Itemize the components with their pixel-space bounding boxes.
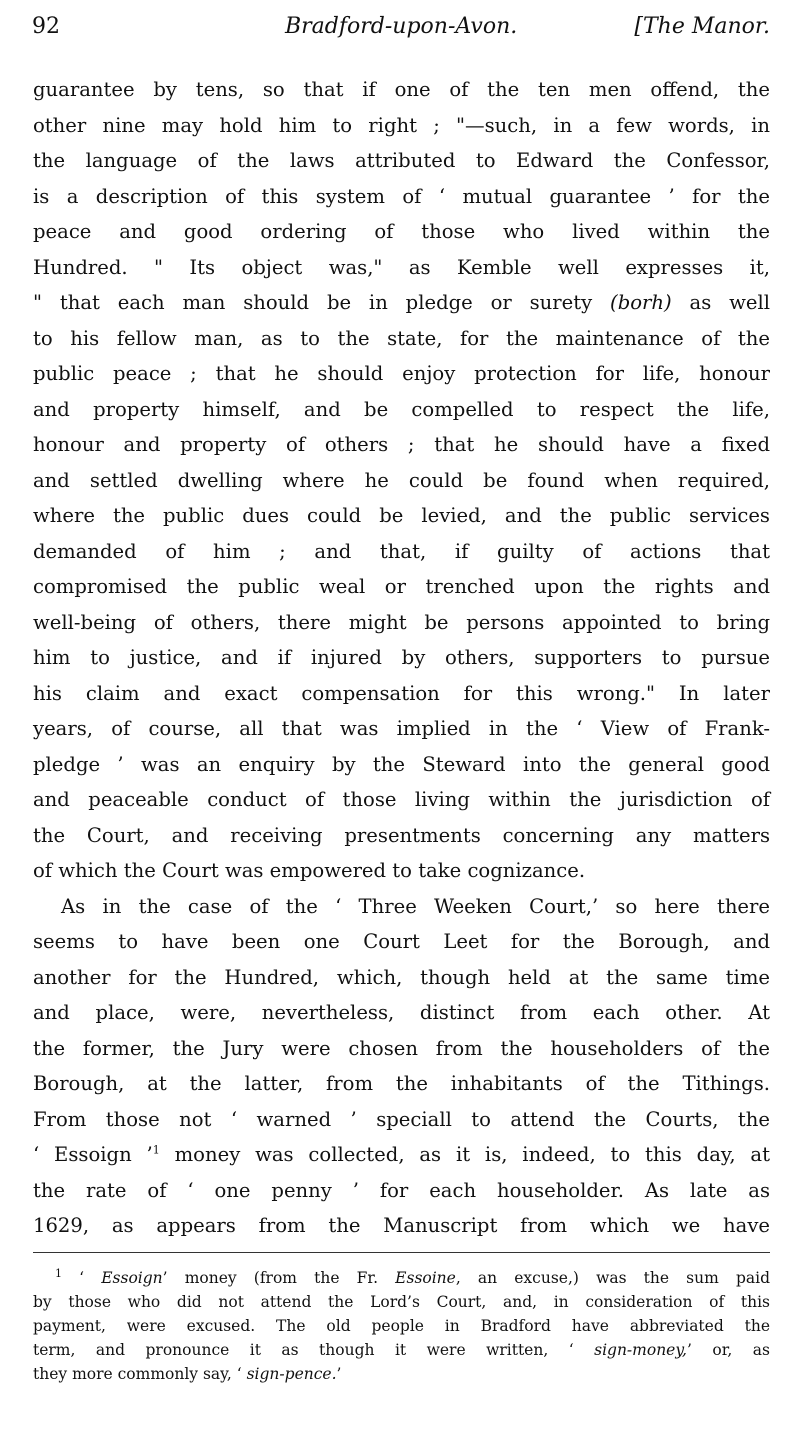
text-segment: ’ or, as [686,1341,770,1359]
text-line: to his fellow man, as to the state, for the maintenance of the [33,326,770,350]
text-line: years, of course, all that was implied in the ‘ View of Frank- [33,717,770,740]
text-line: and settled dwelling where he could be found when required, [33,468,770,492]
footnote-line [33,1338,770,1362]
text-line: where the public dues could be levied, and the public services [33,504,770,527]
text-line: compromised the public weal or trenched upon the rights and [33,575,770,598]
italic-term: sign-pence. [246,1365,337,1383]
text-line: well-being of others, there might be persons appointed to bring [33,610,770,634]
text-line: pledge ’ was an enquiry by the Steward into the general good [33,752,770,776]
page-number: 92 [32,14,60,39]
text-segment: " that each man should be in pledge or surety [33,291,593,314]
text-line: and place, were, nevertheless, distinct from each other. At [33,1001,770,1024]
section-title: [The Manor. [634,14,770,39]
text-segment: ’ [336,1365,342,1383]
footnote-divider [33,1252,770,1253]
running-header [32,10,770,44]
text-line: demanded of him ; and that, if guilty of actions that [33,539,770,563]
text-line: his claim and exact compensation for this wrong." In later [33,681,770,705]
text-line: seems to have been one Court Leet for the Borough, and [33,930,770,953]
text-segment: ’ money (from the Fr. [162,1269,379,1287]
text-line [33,285,770,321]
text-line: public peace ; that he should enjoy protection for life, honour [33,362,770,385]
text-segment: ‘ Essoign ’ [33,1143,153,1166]
text-line: guarantee by tens, so that if one of the ten men offend, the [33,78,770,101]
italic-term: Essoign [101,1269,163,1287]
text-line [33,1102,770,1138]
text-line: another for the Hundred, which, though held at the same time [33,965,770,989]
italic-term: sign-money, [594,1341,687,1359]
italic-term: Essoine [395,1269,456,1287]
footnotes [33,1266,770,1386]
text-line: other nine may hold him to right ; "—such, in a few words, in [33,113,770,137]
body-text [33,72,770,1244]
text-line: is a description of this system of ‘ mutual guarantee ’ for the [33,184,770,208]
text-line: As in the case of the ‘ Three Weeken Court,’ so here there [61,894,770,918]
footnote-line [33,1362,770,1386]
text-line: the language of the laws attributed to Edward the Confessor, [33,149,770,172]
text-line: honour and property of others ; that he should have a fixed [33,433,770,456]
footnote-line: payment, were excused. The old people in Bradford have abbreviated the [33,1317,770,1335]
text-segment: From those not ‘ warned ’ speciall [33,1107,452,1131]
text-line: the former, the Jury were chosen from the householders of the [33,1036,770,1060]
text-line: the Court, and receiving presentments concerning any matters [33,823,770,847]
text-segment: to attend the Courts, the [451,1107,770,1131]
text-segment: , an excuse,) was the sum paid [455,1269,770,1287]
footnote-line [33,1266,770,1290]
italic-term: (borh) [610,291,672,314]
text-line: of which the Court was empowered to take cognizance. [33,859,586,882]
text-line: the rate of ‘ one penny ’ for each householder. As late as [33,1178,770,1202]
text-line [33,1137,770,1173]
text-line: 1629, as appears from the Manuscript from which we have [33,1214,770,1237]
footnote-marker[interactable]: 1 [152,1143,160,1157]
text-segment: as well [671,291,771,314]
text-line: and peaceable conduct of those living within the jurisdiction of [33,788,770,811]
text-line: peace and good ordering of those who lived within the [33,220,770,243]
text-line: Borough, at the latter, from the inhabitants of the Tithings. [33,1072,770,1095]
text-segment: they more commonly say, ‘ [33,1365,242,1383]
running-title: Bradford-upon-Avon. [285,14,518,39]
text-segment: ‘ [79,1269,85,1287]
text-segment: term, and pronounce it as though it were written, ‘ [33,1341,574,1359]
text-line: Hundred. " Its object was," as Kemble well expresses it, [33,255,770,279]
footnote-line: by those who did not attend the Lord’s Court, and, in consideration of this [33,1293,770,1311]
text-line: and property himself, and be compelled to respect the life, [33,397,770,421]
text-line: him to justice, and if injured by others, supporters to pursue [33,646,770,669]
text-segment: money was collected, as it is, indeed, to this day, at [159,1143,770,1166]
footnote-number: 1 [55,1266,62,1280]
